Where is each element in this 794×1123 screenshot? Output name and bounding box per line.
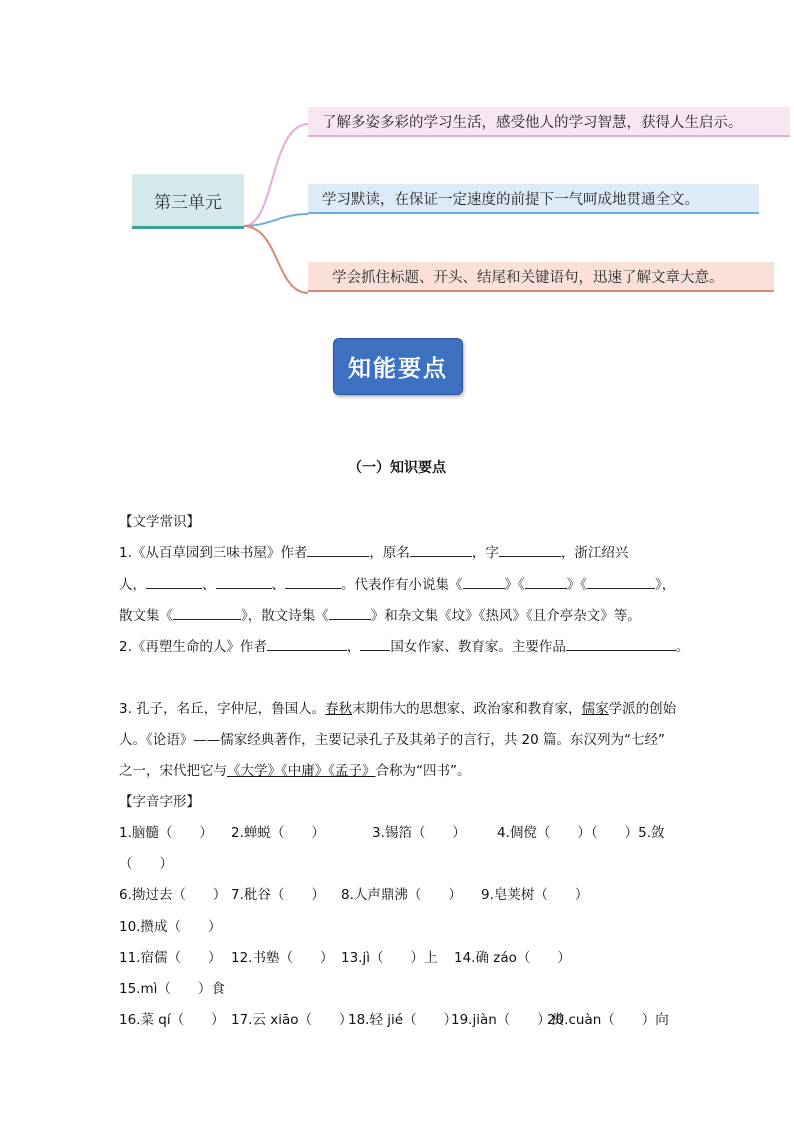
q1-blank-identity-2[interactable]	[216, 575, 272, 589]
q1-blank-identity-3[interactable]	[285, 575, 341, 589]
q1-blank-author[interactable]	[307, 543, 369, 557]
pron-item-6: 6.拗过去（ ）	[119, 887, 227, 903]
pron-item-3: 3.锡箔（ ）	[372, 825, 466, 841]
pron-row-6: 15.mì（ ）食	[119, 981, 225, 997]
q1-blank-novel-3[interactable]	[587, 575, 655, 589]
q1-text-h: 。代表作有小说集《	[341, 577, 463, 593]
q3-text-c: 末期伟大的思想家、政治家和教育家，	[352, 701, 582, 717]
question-1-line-2	[119, 573, 675, 593]
question-3-line-2: 人。《论语》——儒家经典著作，主要记录孔子及其弟子的言行，共 20 篇。东汉列为“七经”	[119, 732, 665, 748]
q1-text-g: 、	[271, 577, 285, 593]
question-3-line-3	[119, 759, 471, 779]
q3-four-books: 《大学》《中庸》《孟子》	[227, 763, 376, 779]
q2-text-d: 。	[675, 639, 690, 655]
pron-row-4: 10.攒成（ ）	[119, 919, 222, 935]
pron-item-17: 17.云 xiāo（ ）	[231, 1012, 353, 1028]
pron-item-20: 20.cuàn（ ）向	[547, 1012, 669, 1028]
pronunciation-heading: 【字音字形】	[119, 794, 200, 810]
q3-text-g: 之一，宋代把它与	[119, 763, 227, 779]
q1-text-b: ，原名	[369, 545, 410, 561]
q1-text-f: 、	[202, 577, 216, 593]
pron-item-11: 11.宿儒（ ）	[119, 950, 222, 966]
q1-text-a: 1.《从百草园到三味书屋》作者	[119, 545, 308, 561]
q3-text-i: 合称为“四书”。	[375, 763, 471, 779]
pron-item-4-5: 4.倜傥（ ）（ ）5.敛	[497, 825, 665, 841]
pron-row-2: （ ）	[119, 856, 173, 872]
pron-item-13: 13.jì（ ）上	[341, 950, 438, 966]
mindmap-branch-1: 了解多姿多彩的学习生活，感受他人的学习智慧，获得人生启示。	[308, 107, 790, 137]
q1-blank-original-name[interactable]	[410, 543, 472, 557]
q1-blank-novel-1[interactable]	[463, 575, 505, 589]
q1-text-n: 》和杂文集《坟》《热风》《且介亭杂文》等。	[370, 608, 641, 624]
question-3-line-1	[119, 697, 676, 717]
q1-text-e: 人，	[119, 577, 146, 593]
q1-blank-novel-2[interactable]	[525, 575, 567, 589]
q1-text-i: 》《	[504, 577, 525, 593]
pron-item-14: 14.确 záo（ ）	[454, 950, 571, 966]
q2-blank-works[interactable]	[566, 637, 676, 651]
mindmap-branch-3: 学会抓住标题、开头、结尾和关键语句，迅速了解文章大意。	[308, 262, 774, 292]
q1-text-j: 》《	[566, 577, 587, 593]
q2-blank-author[interactable]	[267, 637, 347, 651]
literature-heading: 【文学常识】	[119, 514, 200, 530]
pron-item-2: 2.蝉蜕（ ）	[231, 825, 325, 841]
q1-blank-essays[interactable]	[173, 606, 241, 620]
pron-item-19: 19.jiàn（ ）赏	[451, 1012, 565, 1028]
q1-text-d: ，浙江绍兴	[560, 545, 629, 561]
q1-blank-identity-1[interactable]	[146, 575, 202, 589]
pron-item-16: 16.菜 qí（ ）	[119, 1012, 225, 1028]
q2-blank-country[interactable]	[360, 637, 390, 651]
q3-text-e: 学派的创始	[608, 701, 677, 717]
question-1-line-3	[119, 604, 641, 624]
q3-text-a: 3. 孔子，名丘，字仲尼，鲁国人。	[119, 701, 326, 717]
q2-text-b: ，	[346, 639, 361, 655]
question-2-line	[119, 635, 689, 655]
pron-item-9: 9.皂荚树（ ）	[481, 887, 589, 903]
q1-text-k: 》，	[655, 577, 676, 593]
pron-item-18: 18.轻 jié（ ）	[348, 1012, 458, 1028]
q3-confucian: 儒家	[581, 701, 609, 717]
pron-item-7: 7.秕谷（ ）	[231, 887, 325, 903]
pron-item-1: 1.脑髓（ ）	[119, 825, 213, 841]
q1-text-l: 散文集《	[119, 608, 173, 624]
q3-spring-autumn: 春秋	[325, 701, 353, 717]
connector-branch-3	[244, 226, 308, 293]
section-title: （一）知识要点	[348, 460, 446, 476]
pron-item-8: 8.人声鼎沸（ ）	[341, 887, 462, 903]
q1-text-c: ，字	[471, 545, 499, 561]
q2-text-c: 国女作家、教育家。主要作品	[390, 639, 566, 655]
mindmap-branch-2: 学习默读，在保证一定速度的前提下一气呵成地贯通全文。	[308, 184, 759, 214]
section-badge: 知能要点	[333, 338, 463, 395]
mindmap-root: 第三单元	[132, 174, 244, 229]
question-1-line-1	[119, 541, 628, 561]
q2-text-a: 2.《再塑生命的人》作者	[119, 639, 267, 655]
pron-item-12: 12.书塾（ ）	[231, 950, 334, 966]
q1-blank-prose-poems[interactable]	[329, 606, 371, 620]
q1-blank-courtesy-name[interactable]	[499, 543, 561, 557]
connector-branch-2	[244, 214, 308, 226]
q1-text-m: 》，散文诗集《	[241, 608, 329, 624]
connector-branch-1	[244, 124, 308, 226]
